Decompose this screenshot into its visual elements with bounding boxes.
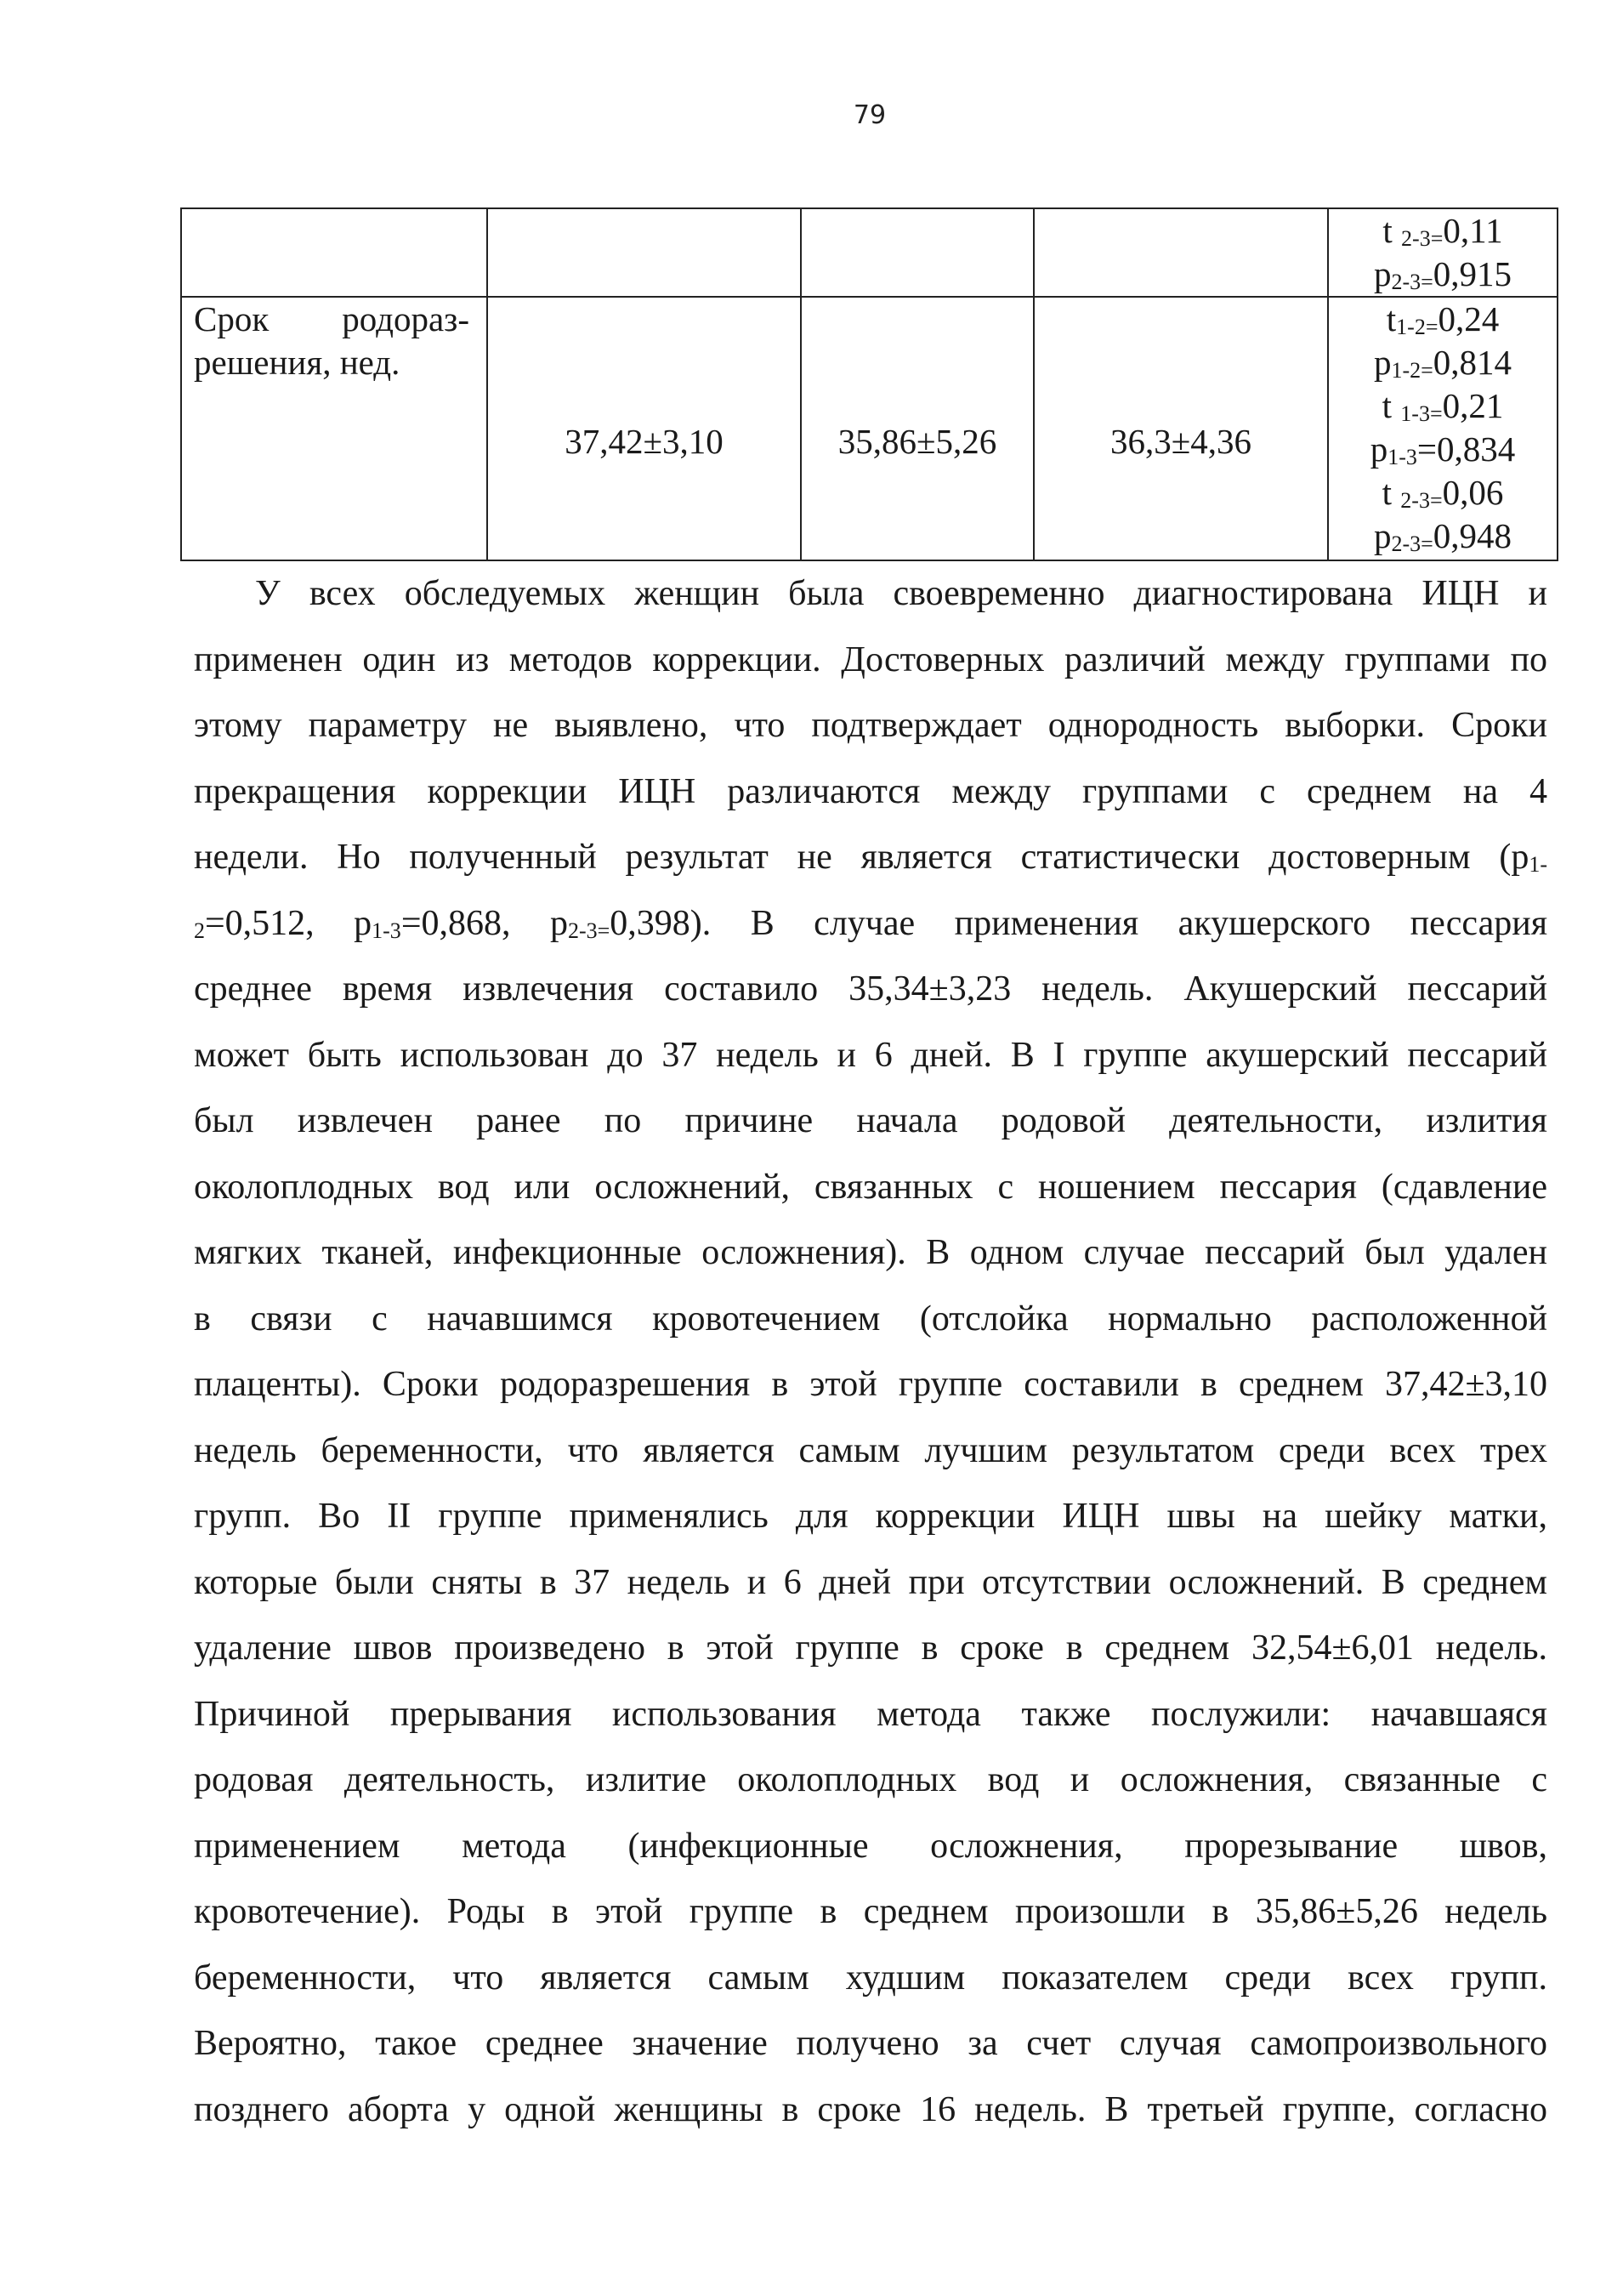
- results-table: [180, 207, 1558, 561]
- text-line: в связи с начавшимся кровотечением (отслойка нормально расположенной: [194, 1299, 1547, 1338]
- text-line: плаценты). Сроки родоразрешения в этой группе составили в среднем 37,42±3,10: [194, 1365, 1547, 1404]
- text-line: применен один из методов коррекции. Достоверных различий между группами по: [194, 639, 1547, 679]
- text-line: позднего аборта у одной женщины в сроке 16 недель. В третьей группе, согласно: [194, 2089, 1547, 2129]
- stat-value: 0,21: [1442, 386, 1504, 425]
- text-segment: 0,398). В случае применения акушерского пессария: [610, 903, 1548, 943]
- text-line: околоплодных вод или осложнений, связанных с ношением пессария (сдавление: [194, 1167, 1547, 1207]
- subscript: 2-3=: [567, 918, 610, 943]
- group2-value: 35,86±5,26: [801, 297, 1034, 560]
- row-label-word2: родораз-: [342, 299, 469, 338]
- row-label-line1: [194, 298, 486, 341]
- stat-subscript: 2-3=: [1401, 226, 1444, 251]
- stat-subscript: 1-2=: [1391, 358, 1433, 383]
- stat-symbol: p: [1373, 343, 1392, 382]
- stat-line: [1329, 253, 1557, 296]
- stat-symbol: p: [1373, 254, 1392, 293]
- text-line: этому параметру не выявлено, что подтверждает однородность выборки. Сроки: [194, 706, 1547, 745]
- stat-symbol: t: [1382, 211, 1402, 250]
- text-line: Причиной прерывания использования метода также послужили: начавшаяся: [194, 1694, 1547, 1734]
- stat-line: [1329, 471, 1557, 514]
- text-line: родовая деятельность, излитие околоплодных вод и осложнения, связанные с: [194, 1760, 1547, 1799]
- subscript: 2: [194, 918, 205, 943]
- text-line: может быть использован до 37 недель и 6 дней. В I группе акушерский пессарий: [194, 1035, 1547, 1075]
- text-line: применением метода (инфекционные осложнения, прорезывание швов,: [194, 1826, 1547, 1866]
- stat-cell: [1328, 208, 1558, 297]
- row-label-cell: [181, 297, 487, 560]
- subscript: 1-3: [372, 918, 401, 943]
- stat-value: 0,814: [1433, 343, 1512, 382]
- page-number: 79: [853, 100, 887, 130]
- stat-line: [1329, 514, 1557, 558]
- group3-value: 36,3±4,36: [1034, 297, 1328, 560]
- stat-symbol: t: [1382, 386, 1401, 425]
- stat-value: =0,834: [1416, 429, 1516, 469]
- text-line: [194, 891, 1547, 958]
- stat-subscript: 2-3=: [1400, 488, 1443, 513]
- text-line: среднее время извлечения составило 35,34±3,23 недель. Акушерский пессарий: [194, 969, 1547, 1009]
- text-segment: =0,512, p: [205, 903, 372, 943]
- stat-symbol: t: [1386, 299, 1397, 338]
- text-line: Вероятно, такое среднее значение получено за счет случая самопроизвольного: [194, 2024, 1547, 2063]
- stat-value: 0,06: [1442, 473, 1504, 512]
- text-line: У всех обследуемых женщин была своевременно диагностирована ИЦН и: [255, 574, 1547, 613]
- table-row: [181, 208, 1558, 297]
- stat-value: 0,915: [1433, 254, 1512, 293]
- stat-subscript: 1-3=: [1400, 401, 1443, 426]
- text-line: беременности, что является самым худшим показателем среди всех групп.: [194, 1958, 1547, 1998]
- stat-symbol: p: [1373, 516, 1392, 555]
- text-line: прекращения коррекции ИЦН различаются между группами с среднем на 4: [194, 771, 1547, 811]
- stat-symbol: t: [1382, 473, 1401, 512]
- stat-line: [1329, 384, 1557, 428]
- table-row: [181, 297, 1558, 560]
- table-cell-empty: [181, 208, 487, 297]
- stat-subscript: 2-3=: [1391, 270, 1433, 294]
- stat-line: [1329, 209, 1557, 253]
- text-line: удаление швов произведено в этой группе в сроке в среднем 32,54±6,01 недель.: [194, 1628, 1547, 1668]
- stat-value: 0,948: [1433, 516, 1512, 555]
- body-paragraph: [194, 561, 1547, 2143]
- text-line: был извлечен ранее по причине начала родовой деятельности, излития: [194, 1101, 1547, 1140]
- stat-line: [1329, 428, 1557, 471]
- stat-value: 0,11: [1443, 211, 1503, 250]
- stat-line: [1329, 298, 1557, 341]
- stat-subscript: 2-3=: [1391, 531, 1433, 556]
- table-cell-empty: [1034, 208, 1328, 297]
- subscript: 1-: [1529, 852, 1547, 877]
- text-line: [194, 825, 1547, 891]
- stat-symbol: p: [1370, 429, 1388, 469]
- text-segment: =0,868, p: [400, 903, 568, 943]
- text-line: кровотечение). Роды в этой группе в среднем произошли в 35,86±5,26 недель: [194, 1892, 1547, 1931]
- stat-value: 0,24: [1438, 299, 1500, 338]
- stat-line: [1329, 341, 1557, 384]
- table-cell-empty: [487, 208, 801, 297]
- stat-subscript: 1-2=: [1396, 315, 1439, 339]
- row-label-word1: Срок: [194, 299, 270, 338]
- text-line: недель беременности, что является самым лучшим результатом среди всех трех: [194, 1430, 1547, 1470]
- stat-subscript: 1-3: [1387, 445, 1417, 469]
- text-line: которые были сняты в 37 недель и 6 дней при отсутствии осложнений. В среднем: [194, 1562, 1547, 1602]
- table-cell-empty: [801, 208, 1034, 297]
- stat-cell: [1328, 297, 1558, 560]
- group1-value: 37,42±3,10: [487, 297, 801, 560]
- text-line: мягких тканей, инфекционные осложнения). В одном случае пессарий был удален: [194, 1233, 1547, 1272]
- row-label-line2: решения, нед.: [194, 343, 400, 382]
- text-line: групп. Во II группе применялись для коррекции ИЦН швы на шейку матки,: [194, 1497, 1547, 1536]
- text-segment: недели. Но полученный результат не является статистически достоверным (p: [194, 838, 1529, 877]
